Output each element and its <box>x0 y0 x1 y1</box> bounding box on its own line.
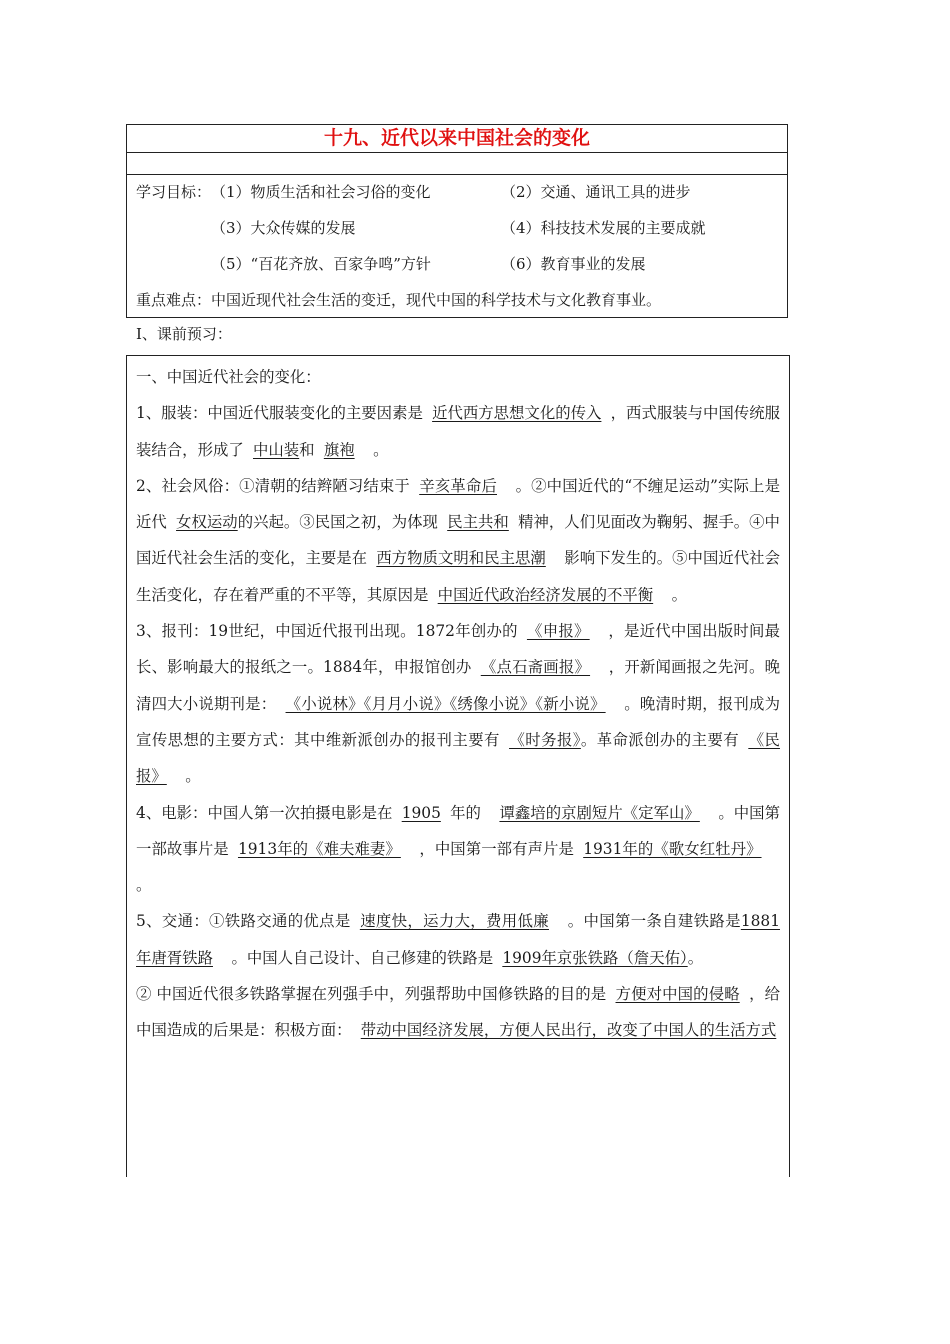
preview-content <box>127 356 789 1049</box>
answer-blank: 速度快，运力大，费用低廉 <box>359 912 549 931</box>
answer-blank: 1905 <box>401 803 441 822</box>
answer-blank: 1881年唐胥铁路 <box>136 912 780 967</box>
text: 影响下发生的。⑤中国近代社会生活变化，存在着严重的不平等，其原因是 <box>136 549 780 604</box>
answer-blank: 近代西方思想文化的传入 <box>432 404 602 423</box>
text: 。 <box>185 767 201 786</box>
text: ，是近代中国出版时间最长、影响最大的报纸之一。1884年，申报馆创办 <box>136 622 780 677</box>
blank-row <box>127 153 787 175</box>
text: 3、报刊：19世纪，中国近代报刊出现。1872年创办的 <box>136 622 518 641</box>
text: 。②中国近代的“不缠足运动”实际上是近代 <box>136 476 780 532</box>
answer-blank: 1931年的《歌女红牡丹》 <box>583 839 762 858</box>
objective-item-1: （1）物质生活和社会习俗的变化 <box>211 183 431 201</box>
answer-blank: 《申报》 <box>526 622 590 641</box>
text: 1、服装：中国近代服装变化的主要因素是 <box>136 404 423 423</box>
text: 。中国人自己设计、自己修建的铁路是 <box>231 948 494 967</box>
text: 。革命派创办的主要有 <box>580 730 740 749</box>
objective-item-5: （5）“百花齐放、百家争鸣”方针 <box>211 255 431 273</box>
answer-blank: 1913年的《难夫难妻》 <box>237 839 401 858</box>
objectives-block <box>127 175 787 317</box>
text: 4、电影：中国人第一次拍摄电影是在 <box>136 803 393 822</box>
text: ，中国第一部有声片是 <box>419 839 574 858</box>
answer-blank: 辛亥革命后 <box>419 476 497 495</box>
paragraph-railway <box>136 976 780 1049</box>
answer-blank: 民主共和 <box>447 513 509 532</box>
paragraph-customs <box>136 468 780 613</box>
text: 。中国第一条自建铁路是 <box>567 912 741 931</box>
text: ，西式服装与中国传统服装结合，形成了 <box>136 404 780 459</box>
text: 。晚清时期，报刊成为宣传思想的主要方式：其中维新派创办的报刊主要有 <box>136 694 780 749</box>
text: ② 中国近代很多铁路掌握在列强手中，列强帮助中国修铁路的目的是 <box>136 985 607 1004</box>
text: 。 <box>373 440 389 459</box>
objective-item-6: （6）教育事业的发展 <box>501 255 646 273</box>
answer-blank: 《点石斋画报》 <box>480 658 591 677</box>
paragraph-transport <box>136 903 780 976</box>
section-heading: 一、中国近代社会的变化： <box>136 368 321 386</box>
answer-blank: 方便对中国的侵略 <box>615 985 740 1004</box>
text: 年的 <box>450 803 481 822</box>
text: ，给中国造成的后果是：积极方面： <box>136 985 780 1040</box>
objectives-label: 学习目标： <box>136 183 212 201</box>
text: ，开新闻画报之先河。晚清四大小说期刊是： <box>136 658 780 713</box>
answer-blank: 《民报》 <box>136 730 780 786</box>
text: 和 <box>299 440 315 459</box>
text: 5、交通：①铁路交通的优点是 <box>136 912 351 931</box>
answer-blank: 《小说林》《月月小说》《绣像小说》《新小说》 <box>285 694 606 713</box>
answer-blank: 带动中国经济发展，方便人民出行，改变了中国人的生活方式 <box>360 1021 777 1040</box>
key-points: 重点难点：中国近现代社会生活的变迁，现代中国的科学技术与文化教育事业。 <box>136 291 662 309</box>
answer-blank: 1909年京张铁路（詹天佑） <box>502 948 688 967</box>
page-title: 十九、近代以来中国社会的变化 <box>127 125 787 153</box>
answer-blank: 《时务报》 <box>509 730 581 749</box>
text: 。 <box>671 585 688 604</box>
text: 精神，人们见面改为鞠躬、握手。④中国近代社会生活的变化，主要是在 <box>136 513 780 568</box>
answer-blank: 西方物质文明和民主思潮 <box>376 549 546 568</box>
text: 。 <box>687 948 704 967</box>
answer-blank: 女权运动 <box>176 513 238 532</box>
paragraph-clothing <box>136 395 780 468</box>
answer-blank: 旗袍 <box>323 440 355 459</box>
objective-item-3: （3）大众传媒的发展 <box>211 219 356 237</box>
paragraph-press <box>136 613 780 794</box>
header-table <box>126 124 788 318</box>
answer-blank: 谭鑫培的京剧短片《定军山》 <box>499 803 700 822</box>
preview-table <box>126 355 790 1177</box>
text: 。中国第一部故事片是 <box>136 803 780 858</box>
answer-blank: 中国近代政治经济发展的不平衡 <box>437 585 654 604</box>
text: 2、社会风俗：①清朝的结辫陋习结束于 <box>136 476 410 495</box>
paragraph-film <box>136 795 780 904</box>
text: 的兴起。③民国之初，为体现 <box>237 513 438 532</box>
text: 。 <box>136 876 152 895</box>
objective-item-4: （4）科技技术发展的主要成就 <box>501 219 706 237</box>
objective-item-2: （2）交通、通讯工具的进步 <box>501 183 691 201</box>
preview-heading: Ⅰ、课前预习： <box>136 325 232 343</box>
answer-blank: 中山装 <box>252 440 300 459</box>
